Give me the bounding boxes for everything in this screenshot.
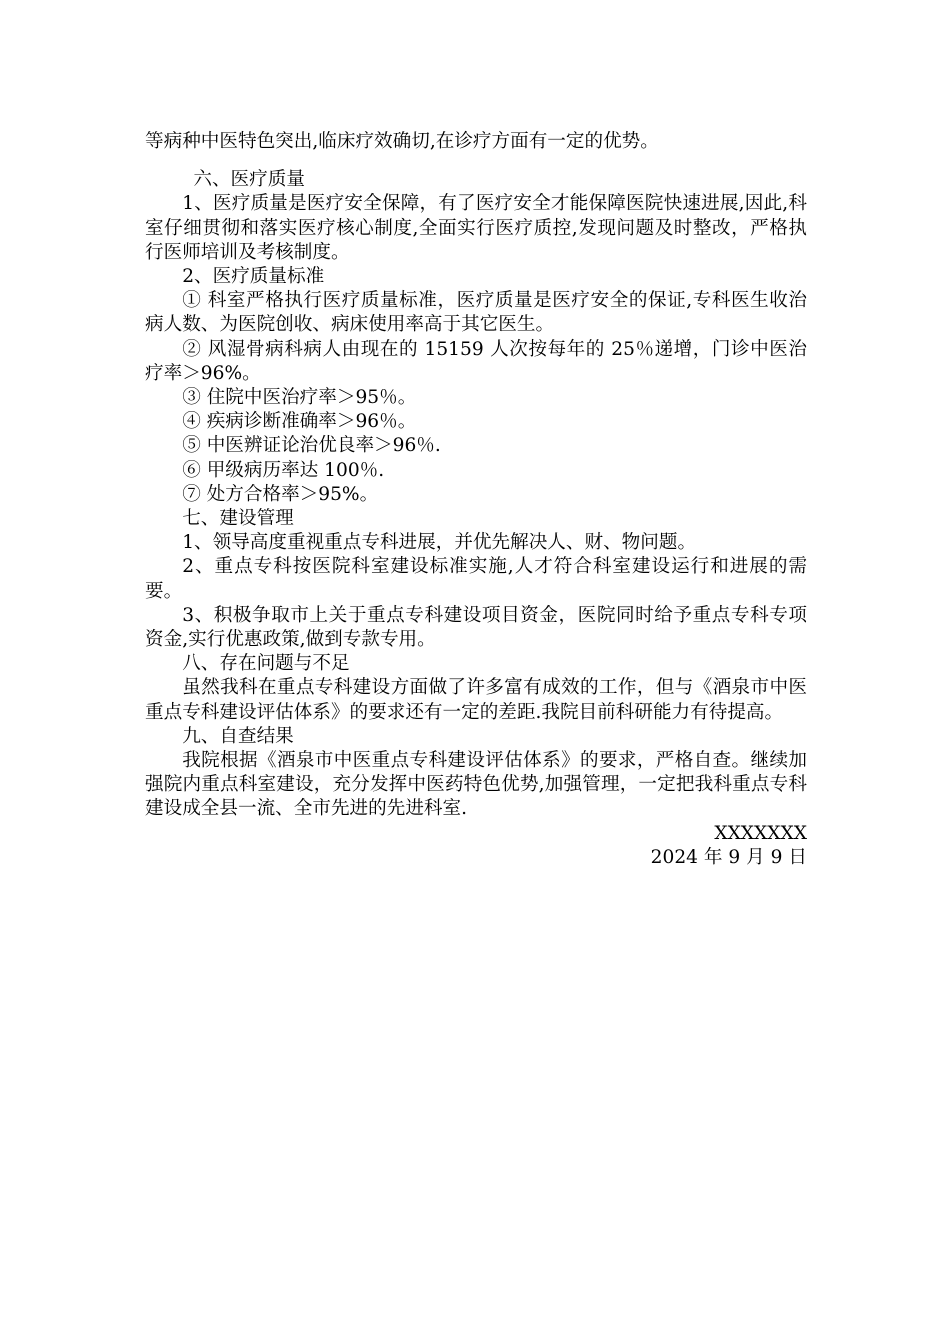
document-body [145, 130, 807, 870]
section-heading-construction: 七、建设管理 [182, 508, 294, 530]
list-item: ① 科室严格执行医疗质量标准，医疗质量是医疗安全的保证,专科医生收治病人数、为医院创收、病床使用率高于其它医生。 [145, 290, 807, 336]
list-item: ⑦ 处方合格率＞95%。 [182, 483, 379, 505]
section-heading-medical-quality: 六、医疗质量 [193, 169, 305, 191]
signature: XXXXXXX [714, 822, 807, 844]
paragraph: 1、领导高度重视重点专科进展，并优先解决人、财、物问题。 [182, 532, 697, 554]
subsection-heading: 2、医疗质量标准 [182, 266, 325, 288]
list-item: ⑥ 甲级病历率达 100％. [182, 459, 385, 481]
paragraph-continuation: 等病种中医特色突出,临床疗效确切,在诊疗方面有一定的优势。 [145, 131, 659, 152]
paragraph: 3、积极争取市上关于重点专科建设项目资金，医院同时给予重点专科专项资金,实行优惠政策,做到专款专用。 [145, 604, 807, 651]
paragraph: 2、重点专科按医院科室建设标准实施,人才符合科室建设运行和进展的需要。 [145, 556, 807, 602]
paragraph: 1、医疗质量是医疗安全保障，有了医疗安全才能保障医院快速进展,因此,科室仔细贯彻和落实医疗核心制度,全面实行医疗质控,发现问题及时整改，严格执行医师培训及考核制度。 [145, 193, 807, 263]
paragraph: 虽然我科在重点专科建设方面做了许多富有成效的工作，但与《酒泉市中医重点专科建设评估体系》的要求还有一定的差距.我院目前科研能力有待提高。 [145, 677, 807, 723]
list-item: ③ 住院中医治疗率＞95％。 [182, 387, 417, 409]
date: 2024 年 9 月 9 日 [650, 846, 807, 868]
section-heading-problems: 八、存在问题与不足 [182, 653, 350, 675]
section-heading-self-check: 九、自查结果 [182, 725, 294, 747]
list-item: ② 风湿骨病科病人由现在的 15159 人次按每年的 25％递增，门诊中医治疗率＞96%。 [145, 338, 807, 384]
list-item: ⑤ 中医辨证论治优良率＞96％. [182, 435, 441, 457]
paragraph: 我院根据《酒泉市中医重点专科建设评估体系》的要求，严格自查。继续加强院内重点科室建设，充分发挥中医药特色优势,加强管理，一定把我科重点专科建设成全县一流、全市先进的先进科室. [145, 750, 807, 820]
list-item: ④ 疾病诊断准确率＞96％。 [182, 411, 417, 433]
